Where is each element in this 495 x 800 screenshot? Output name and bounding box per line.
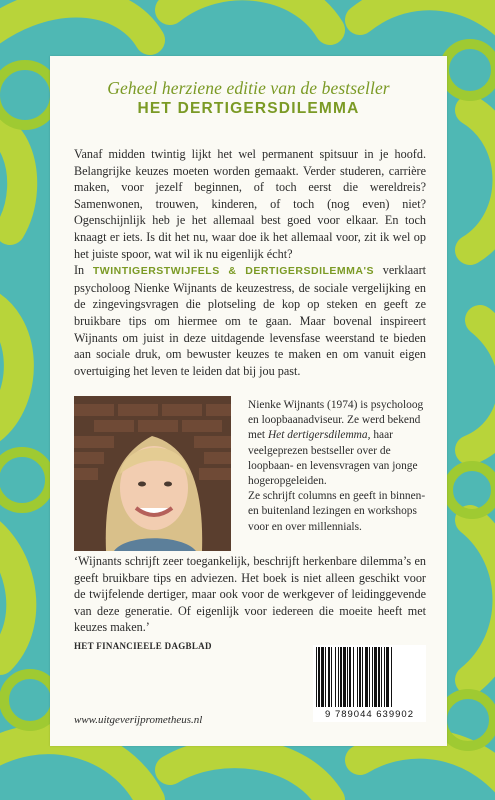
barcode-bar xyxy=(359,647,361,707)
review-source: HET FINANCIEELE DAGBLAD xyxy=(74,641,212,651)
author-photo xyxy=(74,396,231,551)
book-title: HET DERTIGERSDILEMMA xyxy=(137,100,360,117)
bio-part-3: Ze schrijft columns en geeft in binnen- en buitenland lezingen en workshops voor en over millennials. xyxy=(248,490,426,533)
barcode-bar xyxy=(353,647,354,707)
author-bio xyxy=(248,398,426,535)
review-quote: ‘Wijnants schrijft zeer toegankelijk, beschrijft herkenbare dilemma’s en geeft bruikbare tips en adviezen. Het boek is niet alleen geschikt voor de twijfelende dertiger, maar ook voor de werkgever of leidinggevende van deze generatie. Of eigenlijk voor iedereen die moeite heeft met keuzes maken.’ xyxy=(74,554,426,635)
barcode-bar xyxy=(369,647,370,707)
edition-subtitle: Geheel herziene editie van de bestseller xyxy=(107,78,390,98)
barcode-bar xyxy=(349,647,351,707)
barcode-bar xyxy=(365,647,368,707)
book-title-twintigerstwijfels: TWINTIGERSTWIJFELS xyxy=(92,265,220,278)
barcode-bar xyxy=(362,647,363,707)
ampersand: & xyxy=(228,265,237,278)
barcode-bar xyxy=(318,647,320,707)
barcode-bar xyxy=(325,647,326,707)
barcode-bar xyxy=(357,647,358,707)
barcode-bar xyxy=(384,647,385,707)
author-portrait-image xyxy=(74,396,231,551)
blurb-paragraph-2 xyxy=(74,262,426,379)
book-title-dertigersdilemmas: DERTIGERSDILEMMA'S xyxy=(245,265,374,278)
barcode-bar xyxy=(374,647,377,707)
barcode-bar xyxy=(331,647,332,707)
blurb-in: In xyxy=(74,263,85,278)
barcode-bar xyxy=(316,647,317,707)
barcode-bar xyxy=(343,647,346,707)
barcode-bar xyxy=(381,647,382,707)
barcode-bar xyxy=(391,647,392,707)
barcode-bar xyxy=(386,647,389,707)
barcode-bar xyxy=(321,647,324,707)
barcode-bar xyxy=(347,647,348,707)
barcode-bar xyxy=(335,647,336,707)
barcode-bar xyxy=(338,647,339,707)
barcode-bar xyxy=(328,647,330,707)
blurb-rest: verklaart psycholoog Nienke Wijnants de keuzestress, de sociale vergelijking en de zingevingsvragen die plotseling de kop op steken en geeft ze bruikbare tips om hiermee om te gaan. Maar bovenal inspireert Wijnants om juist in deze uitdagende levensfase weerstand te bieden aan sociale druk, om bewuster keuzes te maken en om vanuit eigen overtuiging het leven te leiden dat bij jou past. xyxy=(74,263,427,378)
blurb xyxy=(74,146,426,379)
barcode-bar xyxy=(372,647,373,707)
bio-book-title: Het dertigersdilemma, xyxy=(267,429,371,442)
isbn-barcode xyxy=(313,645,426,722)
publisher-website: www.uitgeverijprometheus.nl xyxy=(74,714,203,726)
author-bio-text xyxy=(248,398,426,489)
isbn-number: 9 789044 639902 xyxy=(325,709,414,720)
barcode-bar xyxy=(340,647,342,707)
bio-part-1: Nienke Wijnants (1974) is psycholoog en loopbaanadviseur. Ze werd bekend met xyxy=(248,399,424,442)
barcode-bars xyxy=(313,645,426,709)
back-cover-panel xyxy=(50,56,447,746)
barcode-bar xyxy=(378,647,380,707)
blurb-paragraph-1: Vanaf midden twintig lijkt het wel permanent spitsuur in je hoofd. Belangrijke keuzes moeten worden gemaakt. Verder studeren, carrière maken, voor jezelf beginnen, of toch eerst die wereldreis? Samenwonen, trouwen, kinderen, of toch (nog even) niet? Ogenschijnlijk heb je het allemaal best goed voor elkaar. En toch knaagt er iets. Is dit het nu, waar doe ik het allemaal voor, zit ik wel op het juiste spoor, wat wil ik nu eigenlijk écht? xyxy=(74,147,426,261)
bio-part-2: haar veelgeprezen bestseller over de loopbaan- en levensvragen van jonge hogeropgeleiden. xyxy=(248,429,418,488)
